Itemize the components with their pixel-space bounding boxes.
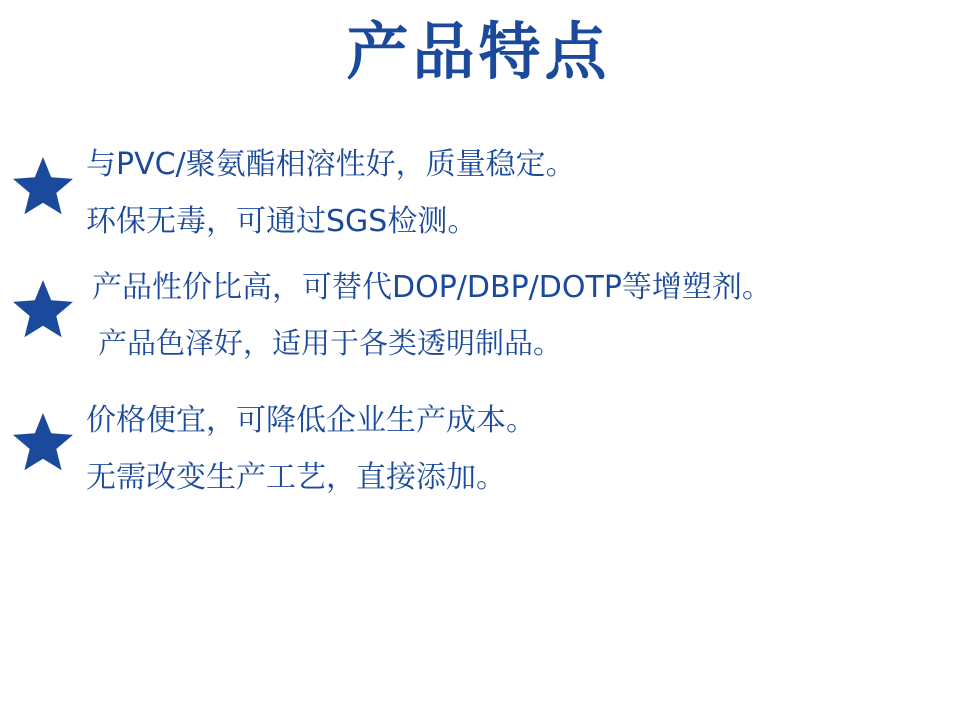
bullet-group-list [0, 148, 957, 527]
bullet-lines [86, 404, 957, 493]
bullet-group [0, 271, 957, 358]
bullet-line: 环保无毒，可通过SGS检测。 [86, 204, 478, 239]
star-icon [0, 148, 86, 216]
bullet-line: 产品色泽好，适用于各类透明制品。 [98, 326, 563, 360]
page-title: 产品特点 [346, 15, 611, 88]
bullet-lines [86, 148, 957, 237]
bullet-line: 与PVC/聚氨酯相溶性好，质量稳定。 [86, 147, 576, 182]
star-icon [0, 271, 86, 339]
star-icon [0, 404, 86, 472]
bullet-line: 无需改变生产工艺，直接添加。 [86, 460, 506, 495]
bullet-line: 产品性价比高，可替代DOP/DBP/DOTP等增塑剂。 [92, 270, 772, 305]
bullet-lines [86, 271, 957, 358]
bullet-group [0, 148, 957, 237]
bullet-line: 价格便宜，可降低企业生产成本。 [86, 403, 536, 438]
bullet-group [0, 404, 957, 493]
